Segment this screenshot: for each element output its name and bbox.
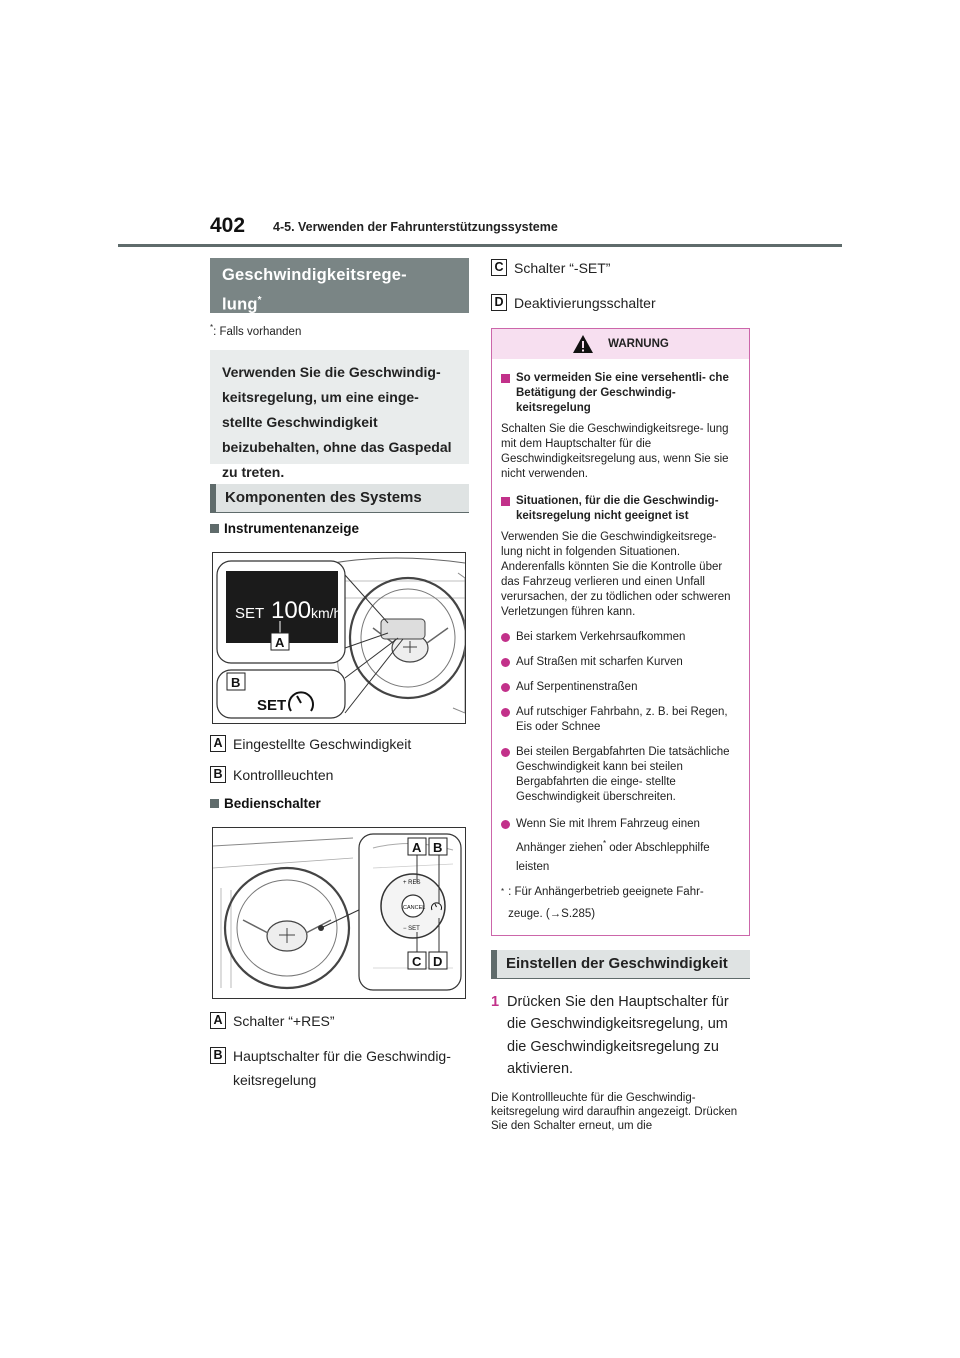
warning-bullet [501, 680, 740, 695]
display-set-text: SET [235, 604, 265, 622]
legend-item [210, 1011, 469, 1032]
instrument-illustration [213, 553, 465, 723]
switch-cancel-label: CANCEL [403, 904, 426, 911]
left-column [210, 258, 469, 1092]
legend-badge: D [491, 294, 507, 311]
legend-item [210, 1044, 469, 1092]
footnote-text: : Für Anhängerbetrieb geeignete Fahr- zeuge. (→S.285) [508, 885, 704, 920]
bullet-text: Auf Straßen mit scharfen Kurven [516, 656, 683, 668]
footnote-star: * [210, 323, 214, 332]
bullet-text: Bei starkem Verkehrsaufkommen [516, 631, 686, 643]
warning-text: Verwenden Sie die Geschwindigkeitsrege- lung nicht in folgenden Situationen. Anderenfalls könnten Sie die Kontrolle über das Fahrzeug verlieren und einen Unfall verursachen, der zu tödlichen oder schweren Verletzungen führen kann. [501, 531, 731, 618]
switch-set-label: − SET [403, 925, 420, 932]
legend-text: Schalter “+RES” [233, 1012, 335, 1029]
legend-instrument [210, 734, 469, 786]
warning-bullet [501, 705, 740, 735]
intro-box: Verwenden Sie die Geschwindig- keitsregelung, um eine einge- stellte Geschwindigkeit beizubehalten, ohne das Gaspedal zu treten. [210, 350, 469, 464]
legend-badge: A [210, 1012, 226, 1029]
display-unit-text: km/h [311, 604, 342, 621]
bullet-text-cont: oder Abschlepphilfe leisten [516, 841, 710, 873]
warning-bullet [501, 745, 740, 805]
subhead-instrument-label: Instrumentenanzeige [224, 520, 360, 536]
subhead-switches-label: Bedienschalter [224, 795, 321, 811]
bullet-dot-icon [501, 633, 510, 642]
warning-subhead-text: So vermeiden Sie eine versehentli- che Betätigung der Geschwindig- keitsregelung [516, 372, 729, 414]
bullet-text: Bei steilen Bergabfahrten Die tatsächliche Geschwindigkeit kann bei steilen Bergabfahrten die einge- stellte Geschwindigkeit überschreiten. [516, 746, 730, 803]
chapter-title: 4-5. Verwenden der Fahrunterstützungssysteme [273, 220, 558, 234]
callout-a: A [275, 634, 285, 650]
legend-item [210, 765, 469, 786]
page-number: 402 [210, 214, 246, 237]
section-head-components: Komponenten des Systems [210, 484, 469, 513]
header-rule [118, 244, 842, 247]
callout-a: A [412, 839, 422, 855]
figure-instrument-display [212, 552, 466, 724]
footnote-text: : Falls vorhanden [213, 325, 302, 338]
legend-text: Eingestellte Geschwindigkeit [233, 735, 412, 752]
subhead-switches [210, 796, 469, 811]
legend-badge: C [491, 259, 507, 276]
warning-bullet [501, 655, 740, 670]
step-text: Drücken Sie den Hauptschalter für die Geschwindigkeitsregelung, um die Geschwindigkeitsregelung zu aktivieren. [507, 993, 729, 1078]
bullet-text-wrap [516, 815, 740, 877]
bullet-star: * [602, 839, 607, 848]
switches-illustration [213, 828, 465, 998]
bullet-text: Auf rutschiger Fahrbahn, z. B. bei Regen, Eis oder Schnee [516, 706, 728, 733]
switch-res-label: + RES [403, 879, 421, 886]
warning-footnote [501, 881, 740, 925]
step-number: 1 [491, 993, 500, 1010]
square-bullet-icon [501, 374, 510, 383]
title-star: * [257, 295, 262, 306]
bullet-dot-icon [501, 748, 510, 757]
warning-box [491, 328, 750, 936]
legend-text: Kontrollleuchten [233, 766, 334, 783]
legend-switches [210, 1011, 469, 1092]
warning-header [492, 329, 749, 359]
display-speed-text: 100 [271, 596, 312, 624]
title-line-2-wrap [222, 288, 457, 318]
legend-text: Hauptschalter für die Geschwindig- keitsregelung [233, 1047, 451, 1088]
warning-bullet [501, 815, 740, 877]
footnote-star: * [501, 886, 505, 896]
footnote [210, 323, 469, 338]
bullet-dot-icon [501, 708, 510, 717]
bullet-text: Wenn Sie mit Ihrem Fahrzeug einen Anhänger ziehen [516, 818, 700, 854]
bullet-dot-icon [501, 683, 510, 692]
legend-item [491, 258, 750, 279]
bullet-text: Auf Serpentinenstraßen [516, 681, 638, 693]
legend-item [491, 293, 750, 314]
warning-text: Schalten Sie die Geschwindigkeitsrege- lung mit dem Hauptschalter für die Geschwindigkeitsregelung aus, wenn Sie sie nicht verwenden. [501, 423, 729, 480]
bullet-dot-icon [501, 658, 510, 667]
figure-operating-switches [212, 827, 466, 999]
square-bullet-icon [501, 497, 510, 506]
square-bullet-icon [210, 799, 219, 808]
indicator-set-text: SET [257, 696, 287, 714]
section-head-set-speed: Einstellen der Geschwindigkeit [491, 950, 750, 979]
warning-title: WARNUNG [608, 338, 669, 350]
legend-badge: B [210, 1047, 226, 1064]
callout-b: B [433, 839, 443, 855]
warning-subhead-text: Situationen, für die die Geschwindig- keitsregelung nicht geeignet ist [516, 495, 719, 522]
right-column [491, 258, 750, 1133]
section-title-cruise-control [210, 258, 469, 313]
callout-d: D [433, 953, 443, 969]
warning-subhead [501, 494, 740, 524]
legend-badge: B [210, 766, 226, 783]
step-note: Die Kontrollleuchte für die Geschwindig- keitsregelung wird daraufhin angezeigt. Drücken Sie den Schalter erneut, um die [491, 1091, 738, 1132]
warning-triangle-icon [572, 334, 594, 354]
subhead-instrument [210, 521, 469, 536]
callout-c: C [412, 953, 422, 969]
legend-text: Deaktivierungsschalter [514, 295, 656, 311]
title-line-2: lung [222, 295, 258, 314]
legend-text: Schalter “-SET” [514, 260, 611, 276]
warning-body [492, 359, 749, 935]
warning-bullet [501, 630, 740, 645]
legend-item [210, 734, 469, 755]
warning-subhead [501, 371, 740, 416]
square-bullet-icon [210, 524, 219, 533]
title-line-1: Geschwindigkeitsrege- [222, 266, 407, 284]
bullet-dot-icon [501, 820, 510, 829]
callout-b: B [231, 674, 241, 690]
legend-badge: A [210, 735, 226, 752]
step-1 [491, 991, 750, 1081]
